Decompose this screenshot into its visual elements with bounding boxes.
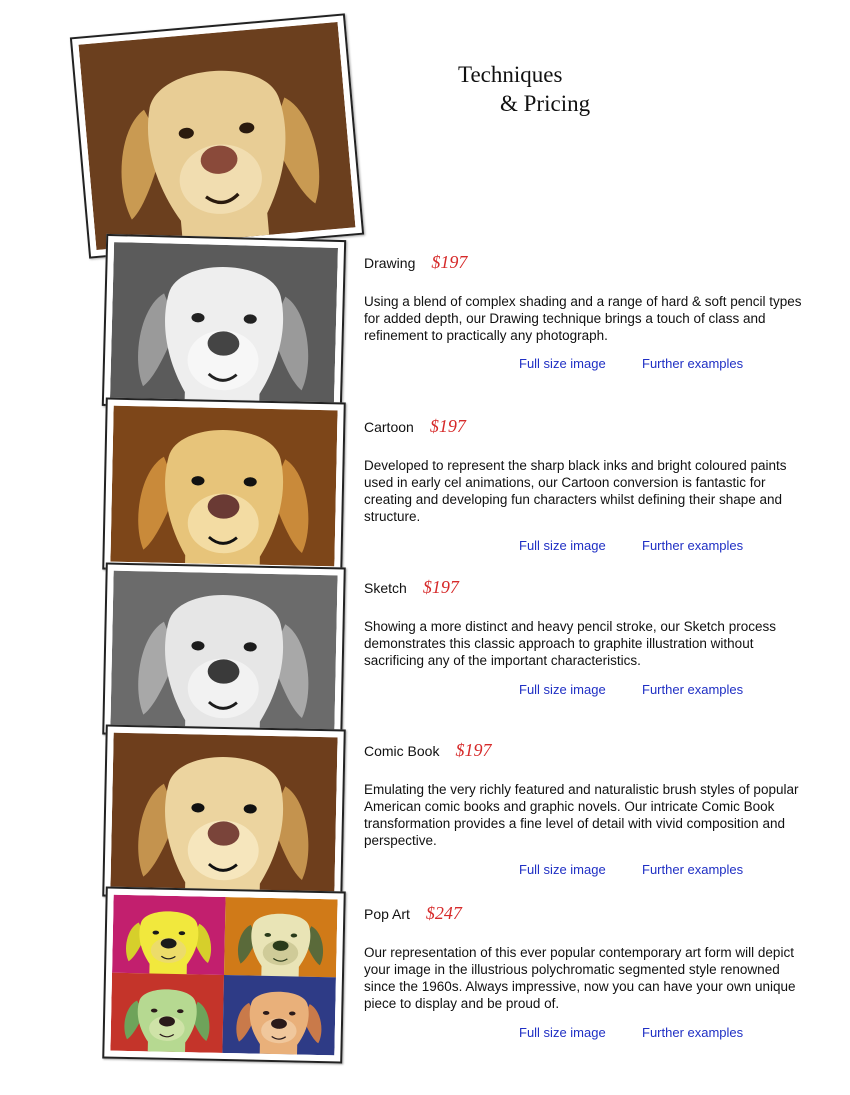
comic-book-photo[interactable] <box>102 725 346 902</box>
technique-sketch <box>364 577 804 717</box>
technique-name: Drawing <box>364 255 416 271</box>
full-size-image-link[interactable]: Full size image <box>519 862 606 877</box>
page-title-line-1: Techniques <box>458 62 563 87</box>
dog-photo-image <box>79 22 356 250</box>
drawing-photo[interactable] <box>102 234 346 412</box>
full-size-image-link[interactable]: Full size image <box>519 682 606 697</box>
technique-cartoon <box>364 416 804 576</box>
sketch-image <box>110 571 337 732</box>
full-size-image-link[interactable]: Full size image <box>519 538 606 553</box>
technique-name: Pop Art <box>364 906 410 922</box>
page-title <box>458 60 678 118</box>
technique-drawing <box>364 252 804 392</box>
further-examples-link[interactable]: Further examples <box>642 682 744 697</box>
technique-description: Using a blend of complex shading and a range of hard & soft pencil types for added depth, our Drawing technique brings a touch of class and refinement to practically any photograph. <box>364 294 802 343</box>
technique-price: $197 <box>429 416 466 436</box>
sketch-photo[interactable] <box>102 563 346 740</box>
cartoon-image <box>110 406 337 567</box>
technique-price: $197 <box>422 577 459 597</box>
technique-description: Our representation of this ever popular contemporary art form will depict your image in the illustrious polychromatic segmented style renowned since the 1960s. Always impressive, now you can have your own unique piece to display and be proud of. <box>364 945 796 1011</box>
technique-comic-book <box>364 740 804 900</box>
technique-pop-art <box>364 903 804 1063</box>
page-title-line-2: & Pricing <box>500 91 591 116</box>
comic-book-image <box>110 733 337 894</box>
technique-price: $197 <box>455 740 492 760</box>
technique-description: Developed to represent the sharp black inks and bright coloured paints used in early cel animations, our Cartoon conversion is fantastic for creating and developing fun characters whilst defining their shape and structure. <box>364 458 787 524</box>
full-size-image-link[interactable]: Full size image <box>519 356 606 371</box>
technique-name: Sketch <box>364 580 407 596</box>
technique-name: Comic Book <box>364 743 440 759</box>
pop-art-photo[interactable] <box>102 887 346 1064</box>
technique-price: $247 <box>425 903 462 923</box>
technique-price: $197 <box>431 252 468 272</box>
further-examples-link[interactable]: Further examples <box>642 862 744 877</box>
further-examples-link[interactable]: Further examples <box>642 538 744 553</box>
technique-description: Showing a more distinct and heavy pencil stroke, our Sketch process demonstrates this classic approach to graphite illustration without sacrificing any of the important characteristics. <box>364 619 776 668</box>
pop-art-image <box>110 895 337 1056</box>
drawing-image <box>110 242 338 404</box>
further-examples-link[interactable]: Further examples <box>642 1025 744 1040</box>
cartoon-photo[interactable] <box>102 398 346 575</box>
full-size-image-link[interactable]: Full size image <box>519 1025 606 1040</box>
hero-photo <box>70 13 364 258</box>
further-examples-link[interactable]: Further examples <box>642 356 744 371</box>
technique-name: Cartoon <box>364 419 414 435</box>
technique-description: Emulating the very richly featured and naturalistic brush styles of popular American comic books and graphic novels. Our intricate Comic Book transformation provides a fine level of detail with vivid composition and perspective. <box>364 782 799 848</box>
